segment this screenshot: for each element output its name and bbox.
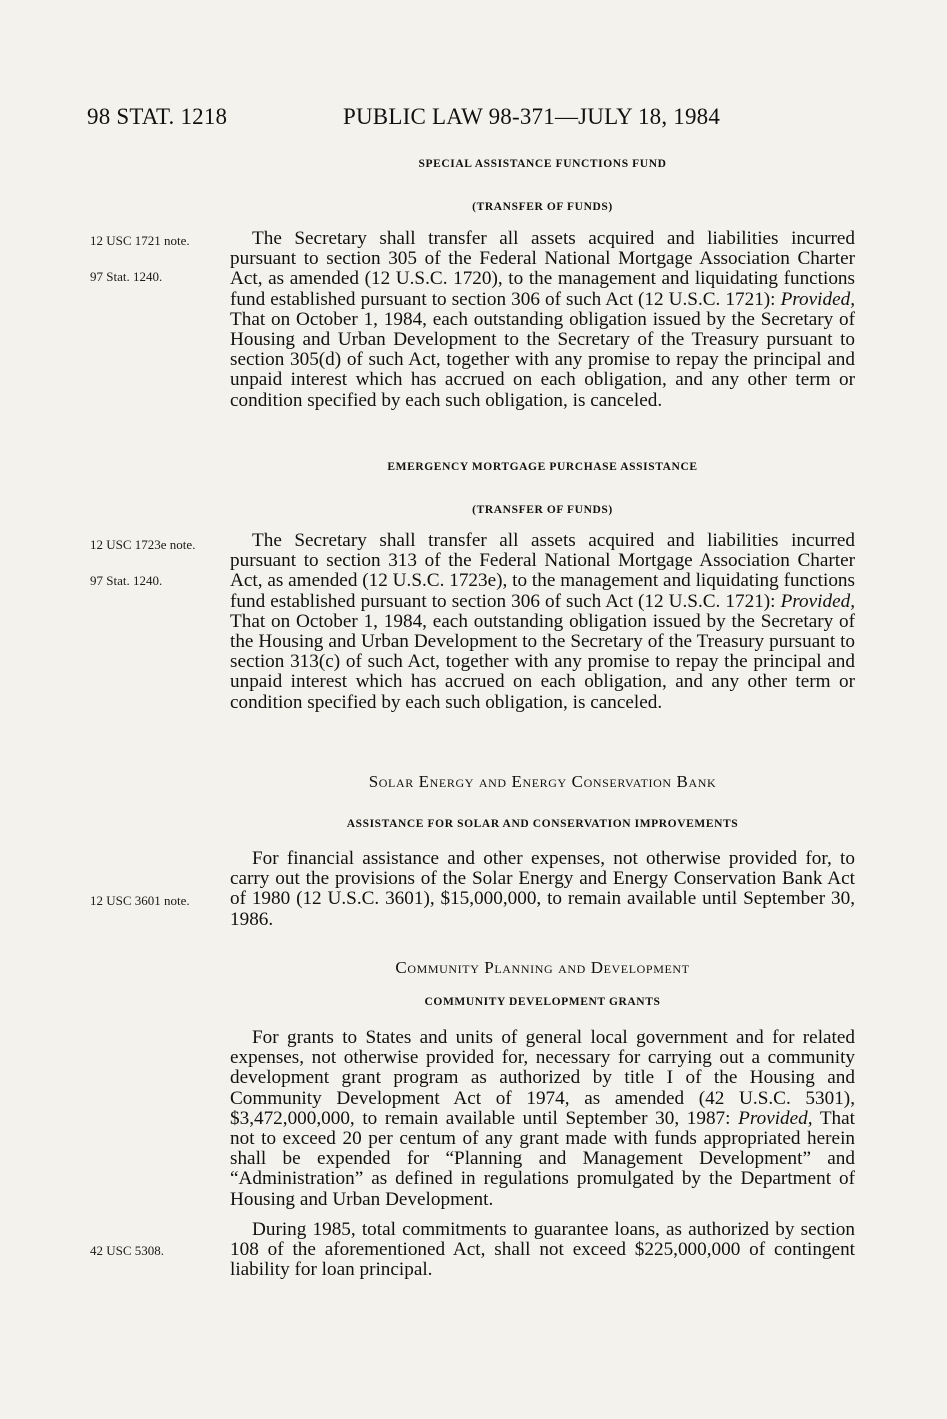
stat-page-number: 98 STAT. 1218 xyxy=(87,104,228,129)
paragraph-solar-assistance: For financial assistance and other expenses, not otherwise provided for, to carry out the provisions of the Solar Energy and Energy Conservation Bank Act of 1980 (12 U.S.C. 3601), $15,000,000, to remain available until September 30, 1986. xyxy=(230,848,855,930)
heading-community-development-grants: COMMUNITY DEVELOPMENT GRANTS xyxy=(424,996,661,1008)
heading-community-planning-development: Community Planning and Development xyxy=(395,958,690,977)
heading-solar-conservation-improvements: ASSISTANCE FOR SOLAR AND CONSERVATION IMPROVEMENTS xyxy=(346,818,739,830)
heading-special-assistance-functions-fund: SPECIAL ASSISTANCE FUNCTIONS FUND xyxy=(418,158,667,170)
paragraph-special-assistance-transfer: The Secretary shall transfer all assets acquired and liabilities incurred pursuant to section 305 of the Federal National Mortgage Association Charter Act, as amended (12 U.S.C. 1720), to the management and liquidating functions fund established pursuant to section 306 of such Act (12 U.S.C. 1721): Provided, That on October 1, 1984, each outstanding obligation issued by the Secretary of Housing and Urban Development to the Secretary of the Treasury pursuant to section 305(d) of such Act, together with any promise to repay the principal and unpaid interest which has accrued on each obligation, and any other term or condition specified by each such obligation, is canceled. xyxy=(230,228,855,411)
paragraph-emergency-mortgage-transfer: The Secretary shall transfer all assets acquired and liabilities incurred pursuant to section 313 of the Federal National Mortgage Association Charter Act, as amended (12 U.S.C. 1723e), to the management and liquidating functions fund established pursuant to section 306 of such Act (12 U.S.C. 1721): Provided, That on October 1, 1984, each outstanding obligation issued by the Secretary of the Housing and Urban Development to the Secretary of the Treasury pursuant to section 313(c) of such Act, together with any promise to repay the principal and unpaid interest which has accrued on each obligation, and any other term or condition specified by each such obligation, is canceled. xyxy=(230,530,855,713)
paragraph-loan-guarantee-commitments: During 1985, total commitments to guarantee loans, as authorized by section 108 of the aforementioned Act, shall not exceed $225,000,000 of contingent liability for loan principal. xyxy=(230,1219,855,1281)
margin-note-97-stat-1240-b: 97 Stat. 1240. xyxy=(90,573,163,588)
paragraph-community-development-grants: For grants to States and units of general local government and for related expenses, not otherwise provided for, necessary for carrying out a community development grant program as authorized by title I of the Housing and Community Development Act of 1974, as amended (42 U.S.C. 5301), $3,472,000,000, to remain available until September 30, 1987: Provided, That not to exceed 20 per centum of any grant made with funds appropriated herein shall be expended for “Planning and Management Development” and “Administration” as defined in regulations promulgated by the Department of Housing and Urban Development. xyxy=(230,1027,855,1210)
margin-note-12-usc-3601: 12 USC 3601 note. xyxy=(90,893,190,908)
public-law-title: PUBLIC LAW 98-371—JULY 18, 1984 xyxy=(343,104,721,129)
heading-solar-energy-bank: Solar Energy and Energy Conservation Bank xyxy=(368,772,717,791)
margin-note-12-usc-1721: 12 USC 1721 note. xyxy=(90,233,190,248)
margin-note-12-usc-1723e: 12 USC 1723e note. xyxy=(90,537,196,552)
margin-note-97-stat-1240: 97 Stat. 1240. xyxy=(90,269,163,284)
margin-note-42-usc-5308: 42 USC 5308. xyxy=(90,1243,165,1258)
heading-transfer-of-funds: (TRANSFER OF FUNDS) xyxy=(472,201,613,213)
heading-transfer-of-funds-2: (TRANSFER OF FUNDS) xyxy=(472,504,613,516)
heading-emergency-mortgage-purchase-assistance: EMERGENCY MORTGAGE PURCHASE ASSISTANCE xyxy=(387,461,698,473)
